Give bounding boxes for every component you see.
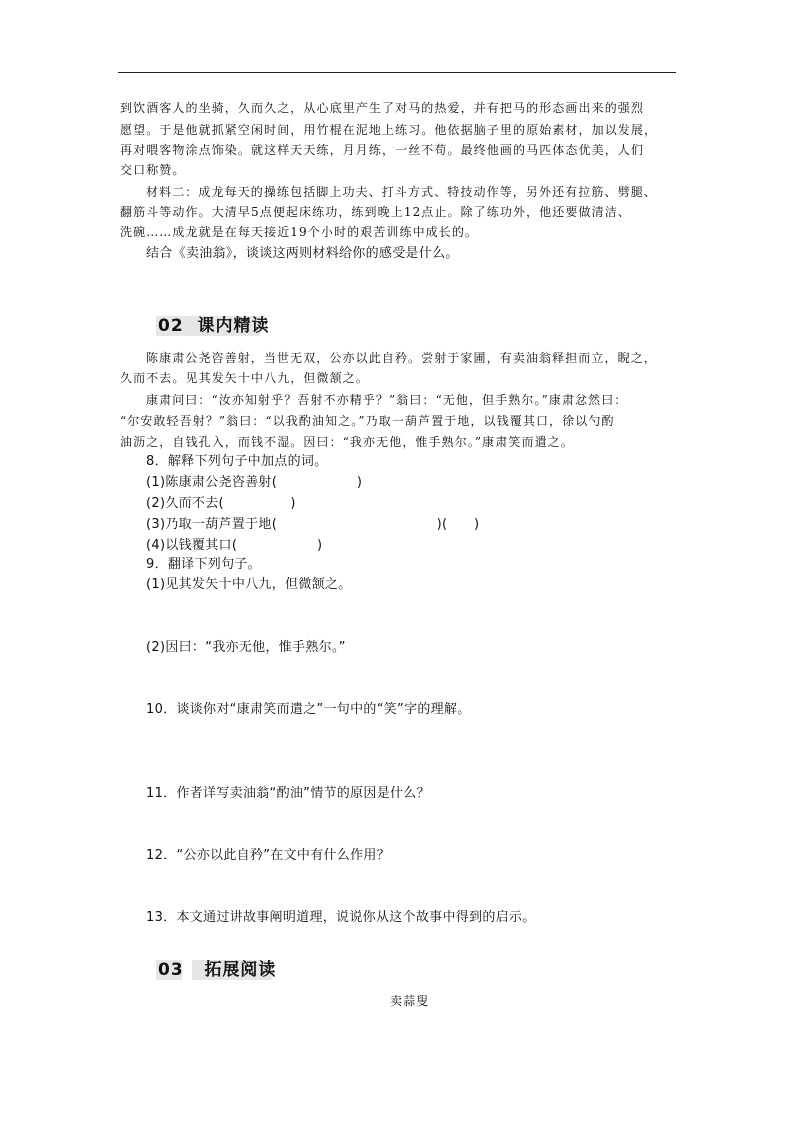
- passage-line: 陈康肃公尧咨善射，当世无双，公亦以此自矜。尝射于家圃，有卖油翁释担而立，睨之，: [146, 351, 657, 365]
- section-title: 拓展阅读: [204, 960, 277, 980]
- question-8-item: (1)陈康肃公尧咨善射( ): [146, 475, 363, 490]
- question-8-item: (4)以钱覆其口( ): [146, 538, 323, 553]
- question-9-item: (1)见其发矢十中八九，但微颔之。: [146, 577, 352, 592]
- question-11: 11．作者详写卖油翁“酌油”情节的原因是什么？: [146, 786, 430, 801]
- paragraph-line: 材料二：成龙每天的操练包括脚上功夫、打斗方式、特技动作等，另外还有拉筋、劈腿、: [146, 185, 657, 199]
- question-13: 13．本文通过讲故事阐明道理，说说你从这个故事中得到的启示。: [146, 910, 536, 925]
- question-8-item: (2)久而不去( ): [146, 496, 296, 511]
- question-10: 10．谈谈你对“康肃笑而遣之”一句中的“笑”字的理解。: [146, 702, 471, 717]
- section-header-02: [158, 318, 270, 335]
- passage-line: 康肃问曰：“汝亦知射乎？吾射不亦精乎？”翁曰：“无他，但手熟尔。”康肃忿然曰：: [146, 393, 628, 407]
- paragraph-line: 到饮酒客人的坐骑，久而久之，从心底里产生了对马的热爱，并有把马的形态画出来的强烈: [120, 101, 645, 115]
- paragraph-line: 洗碗……成龙就是在每天接近19个小时的艰苦训练中成长的。: [120, 225, 479, 239]
- question-9-item: (2)因曰：“我亦无他，惟手熟尔。”: [146, 640, 346, 655]
- paragraph-line: 翻筋斗等动作。大清早5点便起床练功，练到晚上12点止。除了练功外，他还要做清洁、: [120, 205, 631, 219]
- material-question: 结合《卖油翁》，谈谈这两则材料给你的感受是什么。: [146, 246, 459, 261]
- question-8-item: (3)乃取一葫芦置于地( )( ): [146, 517, 480, 532]
- paragraph-line: 交口称赞。: [120, 163, 186, 177]
- section-header-03: [158, 962, 276, 979]
- passage-line: 久而不去。见其发矢十中八九，但微颔之。: [120, 371, 369, 385]
- paragraph-line: 愿望。于是他就抓紧空闲时间，用竹棍在泥地上练习。他依据脑子里的原始素材，加以发展，: [120, 123, 658, 137]
- question-12: 12．“公亦以此自矜”在文中有什么作用？: [146, 848, 391, 863]
- section-number: 03: [158, 960, 184, 980]
- extended-reading-title: 卖蒜叟: [390, 994, 430, 1008]
- section-title: 课内精读: [197, 316, 270, 336]
- header-rule: [118, 72, 676, 73]
- passage-line: 油沥之，自钱孔入，而钱不湿。因曰：“我亦无他，惟手熟尔。”康肃笑而遣之。: [120, 435, 574, 449]
- paragraph-line: 再对喂客物涂点饰染。就这样天天练，月月练，一丝不苟。最终他画的马匹体态优美，人们: [120, 143, 645, 157]
- question-9: 9．翻译下列句子。: [146, 557, 261, 572]
- section-number: 02: [158, 316, 184, 336]
- passage-line: “尔安敢轻吾射？”翁曰：“以我酌油知之。”乃取一葫芦置于地，以钱覆其口，徐以勺酌: [120, 414, 615, 428]
- question-8: 8．解释下列句子中加点的词。: [146, 454, 328, 469]
